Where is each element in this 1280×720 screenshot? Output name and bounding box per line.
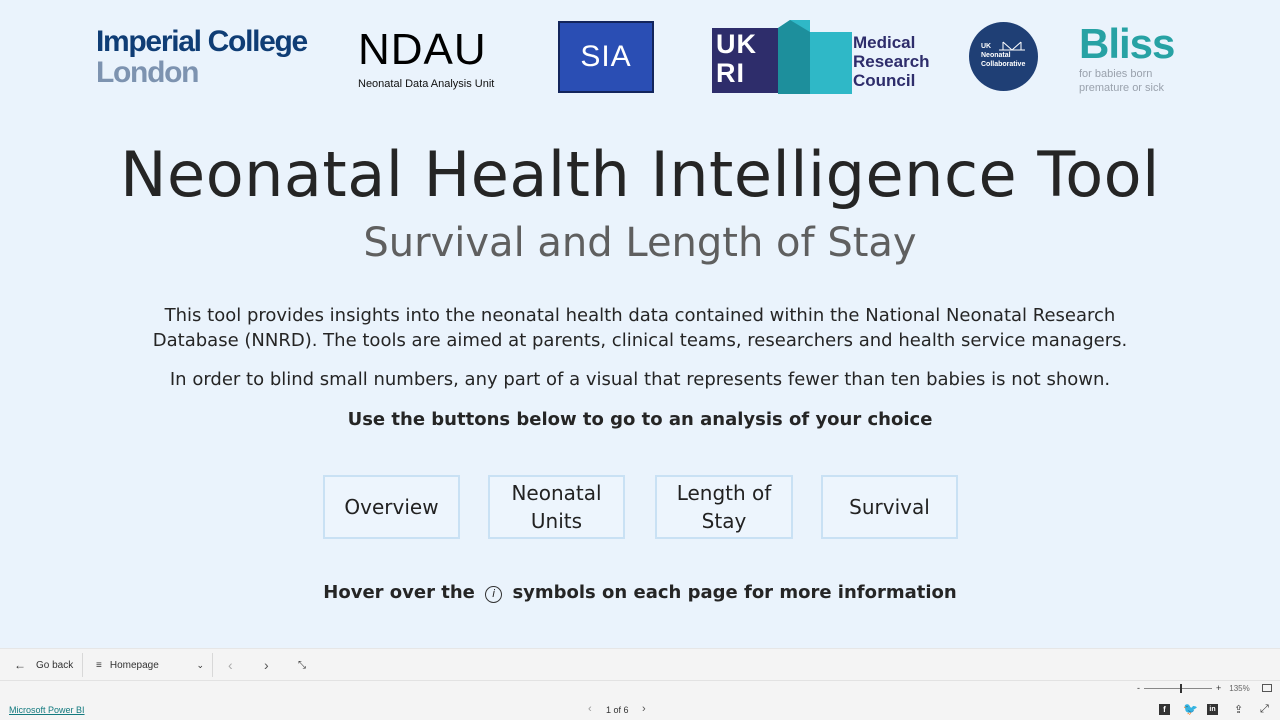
- ndau-logo-subtitle: Neonatal Data Analysis Unit: [358, 78, 495, 90]
- sia-logo: [558, 21, 654, 93]
- neonatal-units-button[interactable]: [488, 475, 625, 539]
- overview-button[interactable]: Overview: [323, 475, 460, 539]
- go-back-button[interactable]: [14, 649, 73, 681]
- page-select-dropdown[interactable]: [96, 649, 204, 681]
- sia-logo-text: SIA: [580, 40, 632, 73]
- facebook-share-icon[interactable]: f: [1159, 704, 1170, 715]
- imperial-college-logo: [96, 26, 326, 88]
- ukri-teal-shape: [778, 20, 854, 94]
- zoom-out-icon[interactable]: -: [1137, 683, 1140, 693]
- privacy-note: In order to blind small numbers, any part of a visual that represents fewer than ten babies is not shown.: [169, 369, 1111, 390]
- pager-next-icon[interactable]: ›: [642, 703, 646, 715]
- power-bi-link[interactable]: Microsoft Power BI: [9, 705, 85, 715]
- toolbar-divider: [212, 653, 213, 677]
- neonatal-units-label: Neonatal Units: [511, 481, 602, 533]
- imperial-logo-line2: London: [96, 56, 199, 89]
- go-back-label: Go back: [36, 659, 74, 671]
- ukri-mrc-logo: [712, 20, 942, 94]
- linkedin-share-icon[interactable]: in: [1207, 704, 1218, 715]
- length-of-stay-label: Length of Stay: [676, 481, 772, 533]
- collapse-icon[interactable]: ⤡: [298, 659, 306, 671]
- survival-button[interactable]: Survival: [821, 475, 958, 539]
- chevron-down-icon: ⌄: [196, 659, 204, 670]
- page-title: Neonatal Health Intelligence Tool: [120, 138, 1160, 211]
- zoom-slider[interactable]: [1144, 688, 1212, 689]
- mrc-text: [853, 33, 930, 90]
- previous-page-button[interactable]: ‹: [228, 657, 233, 673]
- zoom-control[interactable]: [1137, 683, 1272, 693]
- instruction-text: Use the buttons below to go to an analysis of your choice: [347, 409, 933, 430]
- ukri-mark-text: UK RI: [716, 29, 757, 88]
- mrc-line1: Medical: [853, 33, 916, 52]
- hint-after: symbols on each page for more information: [512, 582, 957, 603]
- mrc-line2: Research: [853, 52, 930, 71]
- zoom-slider-thumb[interactable]: [1180, 684, 1182, 693]
- hover-hint: [0, 582, 1280, 603]
- mrc-line3: Council: [853, 71, 916, 90]
- ndau-logo-title: NDAU: [358, 25, 487, 74]
- bliss-logo: [1079, 22, 1174, 94]
- pager-prev-icon[interactable]: ‹: [588, 703, 592, 715]
- page-counter: 1 of 6: [606, 705, 629, 715]
- arrow-left-icon: ←: [14, 658, 26, 672]
- page-select-value: Homepage: [109, 659, 159, 671]
- toolbar-divider: [82, 653, 83, 677]
- page-subtitle: Survival and Length of Stay: [363, 220, 917, 266]
- twitter-share-icon[interactable]: 🐦: [1183, 702, 1198, 716]
- page-list-icon: ≡: [96, 659, 102, 671]
- info-icon: i: [485, 586, 502, 603]
- fit-page-icon[interactable]: [1262, 684, 1272, 692]
- imperial-logo-line1: Imperial College: [96, 25, 307, 58]
- bliss-tagline-2: premature or sick: [1079, 82, 1164, 94]
- bridge-icon: [999, 40, 1025, 54]
- uk-neonatal-collaborative-logo: [969, 22, 1038, 91]
- ukri-mark: [712, 28, 778, 93]
- report-toolbar: [0, 648, 1280, 680]
- ndau-logo: [358, 26, 494, 90]
- fullscreen-icon[interactable]: ⤢: [1260, 703, 1269, 715]
- share-icon[interactable]: ⇪: [1234, 704, 1244, 716]
- footer-bar: [0, 680, 1280, 720]
- unc-line1: UK: [981, 43, 992, 50]
- hint-before: Hover over the: [323, 582, 475, 603]
- unc-line3: Collaborative: [981, 61, 1026, 68]
- next-page-button[interactable]: ›: [264, 657, 269, 673]
- bliss-tagline-1: for babies born: [1079, 68, 1153, 80]
- description-text: This tool provides insights into the neonatal health data contained within the National Neonatal Research Database (NNRD). The tools are aimed at parents, clinical teams, researchers and health service managers.: [152, 305, 1128, 351]
- bliss-logo-name: Bliss: [1079, 20, 1175, 67]
- length-of-stay-button[interactable]: [655, 475, 793, 539]
- zoom-level: 135%: [1229, 683, 1250, 693]
- zoom-in-icon[interactable]: +: [1216, 683, 1222, 693]
- unc-line2: Neonatal: [981, 52, 1011, 59]
